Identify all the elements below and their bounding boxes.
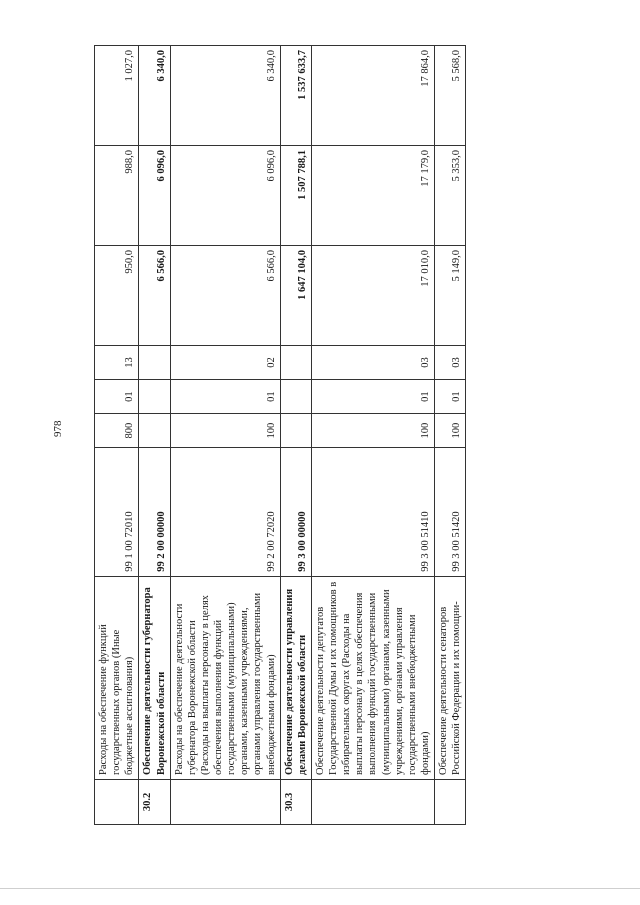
page-bottom-rule [0, 888, 640, 889]
row-name: Обеспечение деятельности управления делами Воронежской области [280, 576, 311, 779]
value-year-2: 6 096,0 [170, 146, 280, 246]
value-year-3: 5 568,0 [435, 46, 466, 146]
row-number [95, 779, 139, 824]
subsection: 13 [95, 346, 139, 380]
subsection [139, 346, 170, 380]
row-name: Обеспечение деятельности сенаторов Российской Федерации и их помощни- [435, 576, 466, 779]
value-year-2: 1 507 788,1 [280, 146, 311, 246]
value-year-2: 5 353,0 [435, 146, 466, 246]
value-year-3: 17 864,0 [311, 46, 434, 146]
expense-type: 100 [311, 414, 434, 448]
value-year-3: 1 537 633,7 [280, 46, 311, 146]
subsection: 03 [311, 346, 434, 380]
subsection [280, 346, 311, 380]
target-code: 99 1 00 72010 [95, 448, 139, 577]
section [139, 380, 170, 414]
value-year-1: 5 149,0 [435, 246, 466, 346]
expense-type: 100 [435, 414, 466, 448]
row-number [170, 779, 280, 824]
section [280, 380, 311, 414]
row-number: 30.2 [139, 779, 170, 824]
value-year-2: 17 179,0 [311, 146, 434, 246]
section: 01 [435, 380, 466, 414]
value-year-3: 1 027,0 [95, 46, 139, 146]
budget-table [94, 45, 466, 825]
table-row [95, 46, 139, 825]
value-year-2: 6 096,0 [139, 146, 170, 246]
row-name: Расходы на обеспечение деятельности губернатора Воронежской области (Расходы на выплаты персоналу в целях обеспечения выполнения функций государственными (муниципальными) органами, казенными учреждениями, органами управления государственными внебюджетными фондами) [170, 576, 280, 779]
subsection: 02 [170, 346, 280, 380]
value-year-3: 6 340,0 [170, 46, 280, 146]
value-year-1: 1 647 104,0 [280, 246, 311, 346]
expense-type: 100 [170, 414, 280, 448]
page-number: 978 [52, 420, 64, 437]
value-year-1: 6 566,0 [170, 246, 280, 346]
target-code: 99 3 00 00000 [280, 448, 311, 577]
target-code: 99 2 00 72020 [170, 448, 280, 577]
value-year-3: 6 340,0 [139, 46, 170, 146]
value-year-2: 988,0 [95, 146, 139, 246]
row-name: Расходы на обеспечение функций государственных органов (Иные бюджетные ассигнования) [95, 576, 139, 779]
table-row [139, 46, 170, 825]
subsection: 03 [435, 346, 466, 380]
row-number [311, 779, 434, 824]
expense-type [280, 414, 311, 448]
budget-table-container [94, 45, 466, 825]
row-number [435, 779, 466, 824]
target-code: 99 3 00 51410 [311, 448, 434, 577]
target-code: 99 2 00 00000 [139, 448, 170, 577]
section: 01 [95, 380, 139, 414]
table-row [280, 46, 311, 825]
section: 01 [311, 380, 434, 414]
expense-type: 800 [95, 414, 139, 448]
value-year-1: 950,0 [95, 246, 139, 346]
table-row [311, 46, 434, 825]
value-year-1: 17 010,0 [311, 246, 434, 346]
section: 01 [170, 380, 280, 414]
table-row [170, 46, 280, 825]
row-name: Обеспечение деятельности губернатора Воронежской области [139, 576, 170, 779]
value-year-1: 6 566,0 [139, 246, 170, 346]
table-row [435, 46, 466, 825]
row-name: Обеспечение деятельности депутатов Государственной Думы и их помощников в избирательных округах (Расходы на выплаты персоналу в целях обеспечения выполнения функций государственными (муниципальными) органами, казенными учреждениями, органами управления государственными внебюджетными фондами) [311, 576, 434, 779]
row-number: 30.3 [280, 779, 311, 824]
expense-type [139, 414, 170, 448]
target-code: 99 3 00 51420 [435, 448, 466, 577]
